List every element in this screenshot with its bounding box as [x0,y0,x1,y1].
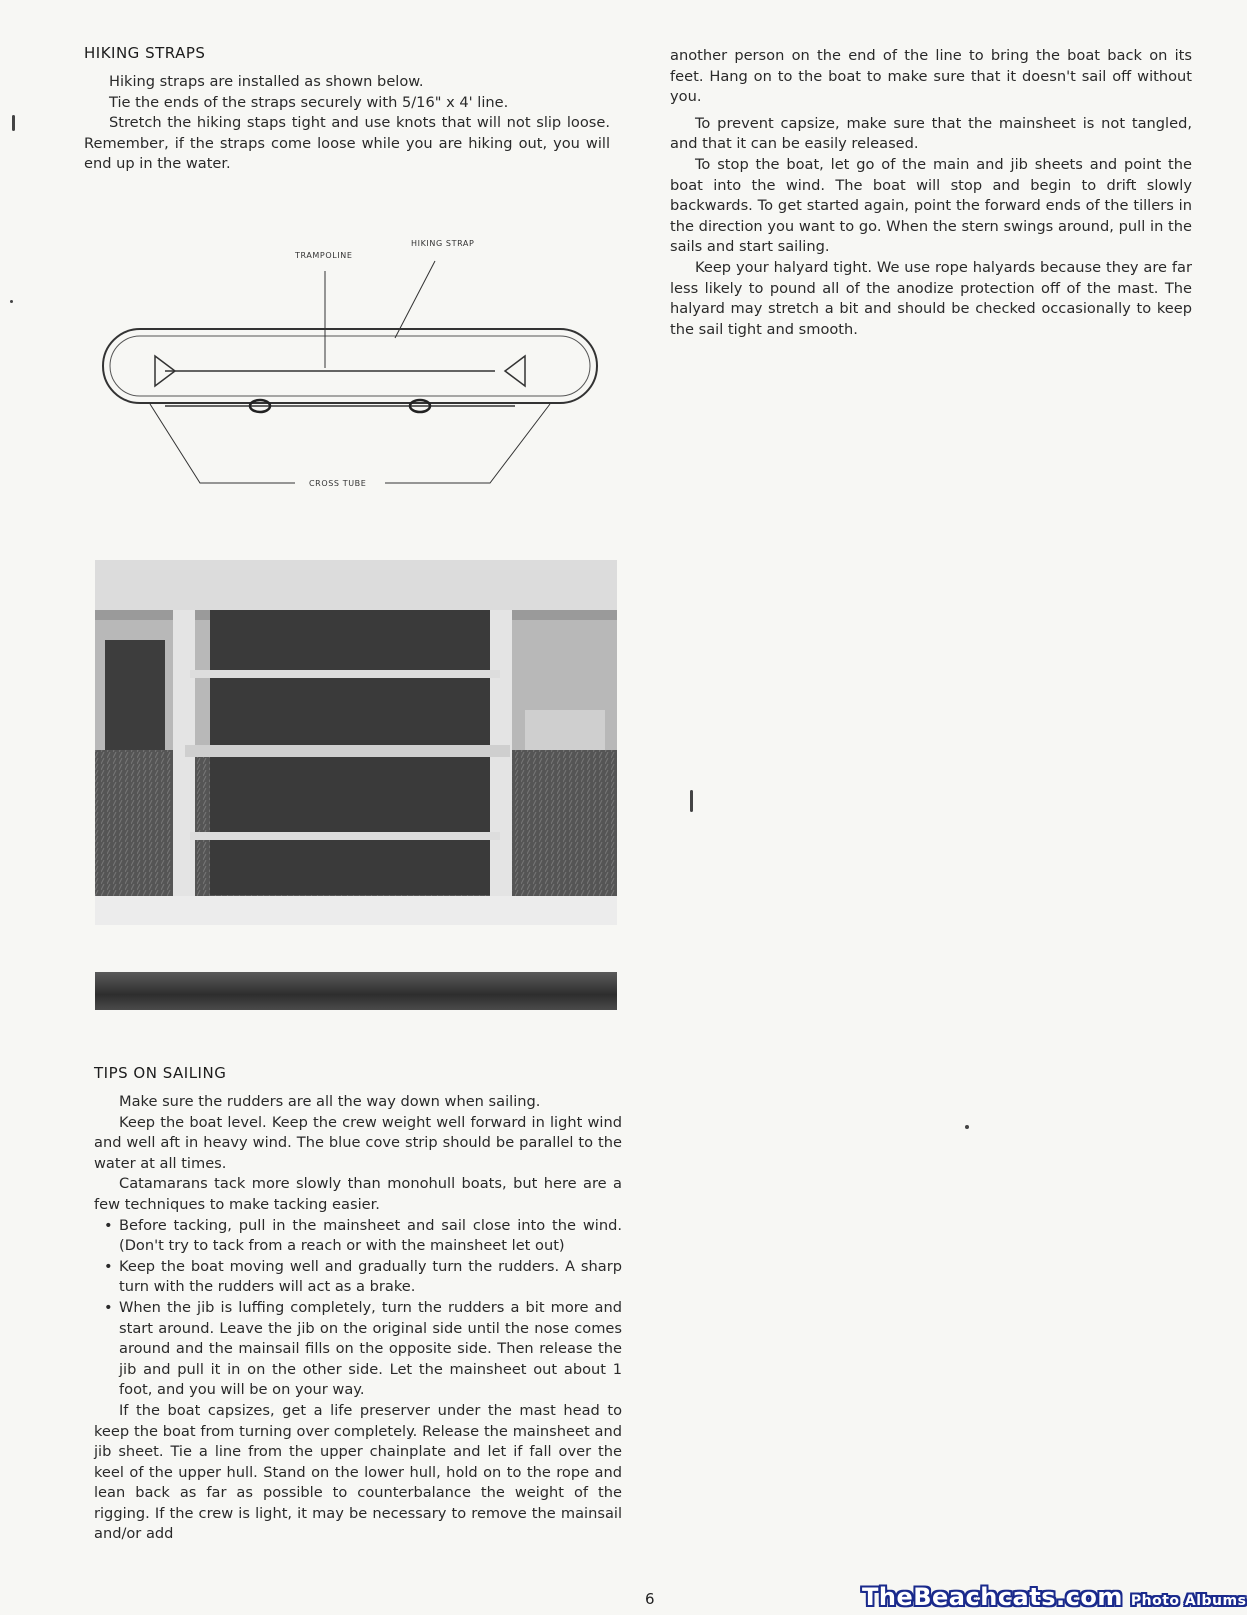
scan-speck [10,300,13,303]
scan-speck [12,115,15,131]
cross-tube-inner [110,336,590,396]
page-number: 6 [645,1590,655,1608]
tips-on-sailing-heading: TIPS ON SAILING [94,1064,227,1082]
cross-tube-pointer-right [385,404,550,483]
paragraph: Keep your halyard tight. We use rope halyards because they are far less likely to pound all of the anodize protection off of the mast. The halyard may stretch a bit and should be checked occasionally to keep the sail tight and smooth. [670,258,1192,338]
site-watermark[interactable] [862,1583,1246,1611]
trampoline-label: TRAMPOLINE [295,251,353,260]
scan-speck [965,1125,969,1129]
list-item: • When the jib is luffing completely, turn the rudders a bit more and start around. Leave the jib on the original side until the nose comes around and the mainsail fills on the opposite side. Then release the jib and pull it in on the other side. Let the mainsheet out about 1 foot, and you will be on your way. [94,1298,622,1401]
paragraph: Keep the boat level. Keep the crew weight well forward in light wind and well aft in heavy wind. The blue cove strip should be parallel to the water at all times. [94,1113,622,1172]
list-item: • Keep the boat moving well and gradually turn the rudders. A sharp turn with the rudders will act as a brake. [94,1257,622,1298]
right-column-text [670,46,1192,340]
hiking-strap-diagram [95,228,605,508]
paragraph: another person on the end of the line to bring the boat back on its feet. Hang on to the boat to make sure that it doesn't sail off without you. [670,47,1192,106]
tips-list [94,1216,622,1401]
paragraph: Catamarans tack more slowly than monohull boats, but here are a few techniques to make tacking easier. [94,1175,622,1213]
boat-trampoline-photo [95,560,617,925]
list-item: • Before tacking, pull in the mainsheet and sail close into the wind. (Don't try to tack from a reach or with the mainsheet let out) [94,1216,622,1257]
watermark-tag: Photo Albums [1130,1593,1247,1609]
watermark-site: TheBeachcats.com [862,1583,1123,1611]
cross-tube-loop [103,329,597,403]
paragraph: Make sure the rudders are all the way down when sailing. [119,1093,541,1110]
tips-on-sailing-text [94,1092,622,1545]
paragraph: Tie the ends of the straps securely with 5/16" x 4' line. [109,93,509,111]
paragraph: Stretch the hiking staps tight and use knots that will not slip loose. Remember, if the straps come loose while you are hiking out, you will end up in the water. [84,114,610,173]
hiking-strap-label: HIKING STRAP [411,239,475,248]
cross-tube-pointer-left [150,404,295,483]
paragraph: To prevent capsize, make sure that the mainsheet is not tangled, and that it can be easily released. [670,114,1192,153]
paragraph: Hiking straps are installed as shown below. [109,73,424,90]
right-lacing [505,356,525,386]
scan-speck [690,790,693,812]
hiking-strap-pointer [395,261,435,338]
paragraph: To stop the boat, let go of the main and jib sheets and point the boat into the wind. The boat will stop and begin to drift slowly backwards. To get started again, point the forward ends of the tillers in the direction you want to go. When the stern swings around, pull in the sails and start sailing. [670,155,1192,256]
cross-tube-label: CROSS TUBE [309,479,367,488]
photo-strip [95,972,617,1010]
hiking-straps-text [84,72,610,175]
hiking-straps-heading: HIKING STRAPS [84,44,206,62]
paragraph: If the boat capsizes, get a life preserver under the mast head to keep the boat from turning over completely. Release the mainsheet and jib sheet. Tie a line from the upper chainplate and let if fall over the keel of the upper hull. Stand on the lower hull, hold on to the rope and lean back as far as possible to counterbalance the weight of the rigging. If the crew is light, it may be necessary to remove the mainsail and/or add [94,1401,622,1543]
